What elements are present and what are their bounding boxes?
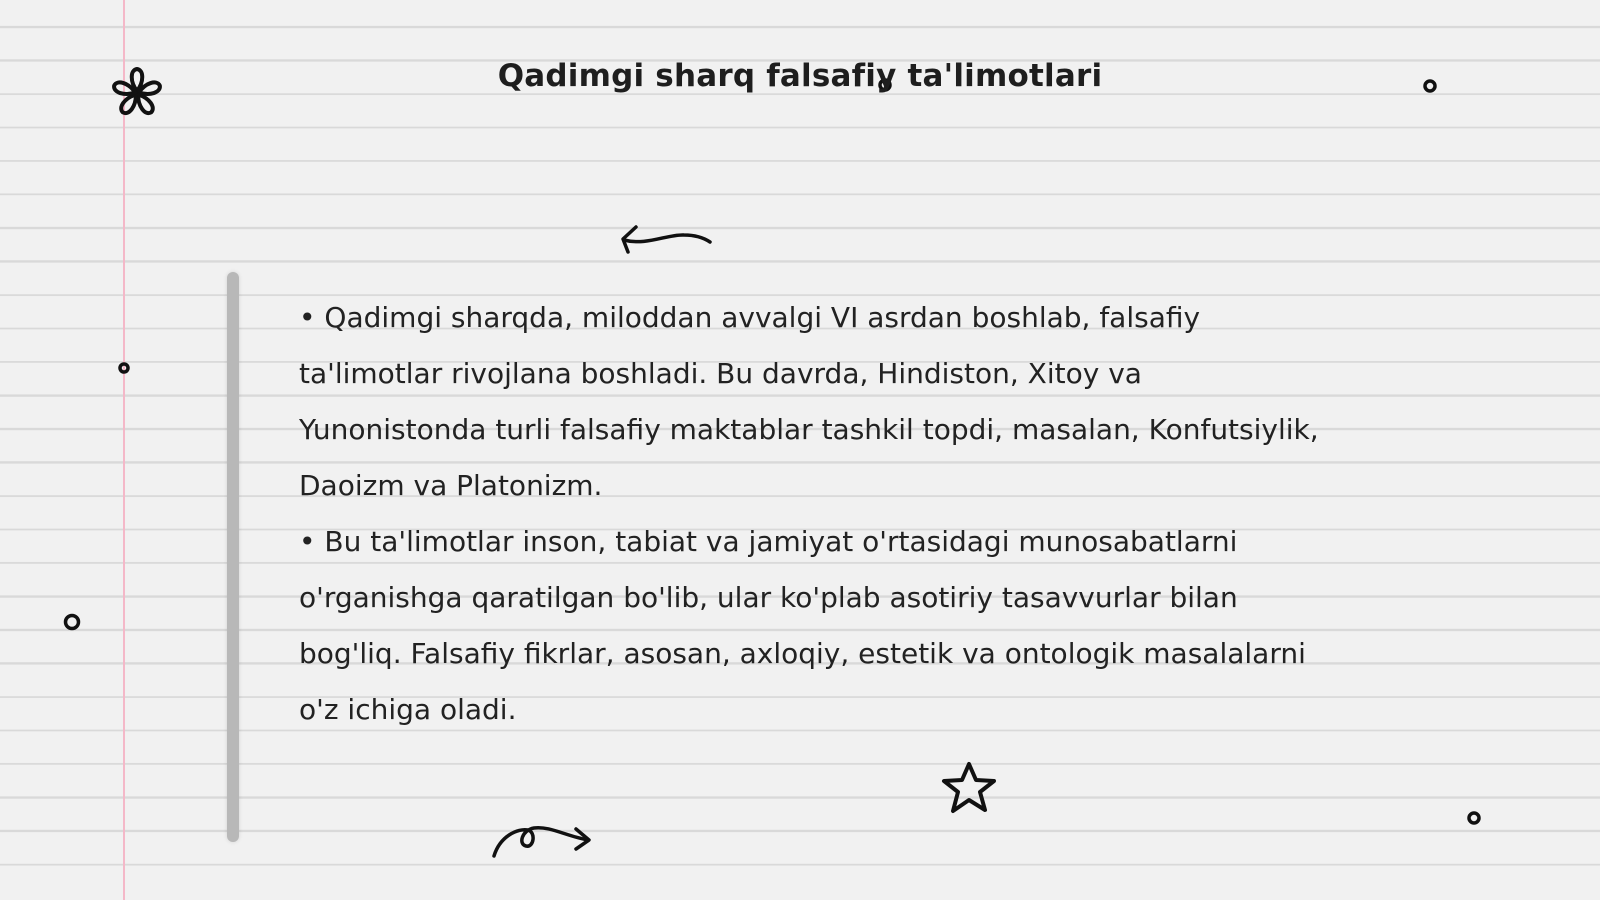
curly-arrow-right-icon <box>490 816 598 860</box>
flower-icon <box>108 64 166 122</box>
bullet-paragraph: • Qadimgi sharqda, miloddan avvalgi VI asrdan boshlab, falsafiy ta'limotlar rivojlana boshladi. Bu davrda, Hindiston, Xitoy va Yunonistonda turli falsafiy maktablar tashkil topdi, masalan, Konfutsiylik, Daoizm va Platonizm. <box>299 301 1319 502</box>
arrow-left-icon <box>618 222 716 258</box>
notebook-margin-line <box>123 0 125 900</box>
circle-icon <box>116 360 132 376</box>
circle-icon <box>1465 809 1483 827</box>
circle-icon <box>61 611 83 633</box>
circle-icon <box>1421 77 1439 95</box>
quote-bar <box>227 272 239 842</box>
slide-content <box>299 290 1319 738</box>
bullet-paragraph: • Bu ta'limotlar inson, tabiat va jamiyat o'rtasidagi munosabatlarni o'rganishga qaratilgan bo'lib, ular ko'plab asotiriy tasavvurlar bilan bog'liq. Falsafiy fikrlar, asosan, axloqiy, estetik va ontologik masalalarni o'z ichiga oladi. <box>299 525 1306 726</box>
star-icon <box>938 760 1000 816</box>
slide-title: Qadimgi sharq falsafiy ta'limotlari <box>497 58 1103 94</box>
